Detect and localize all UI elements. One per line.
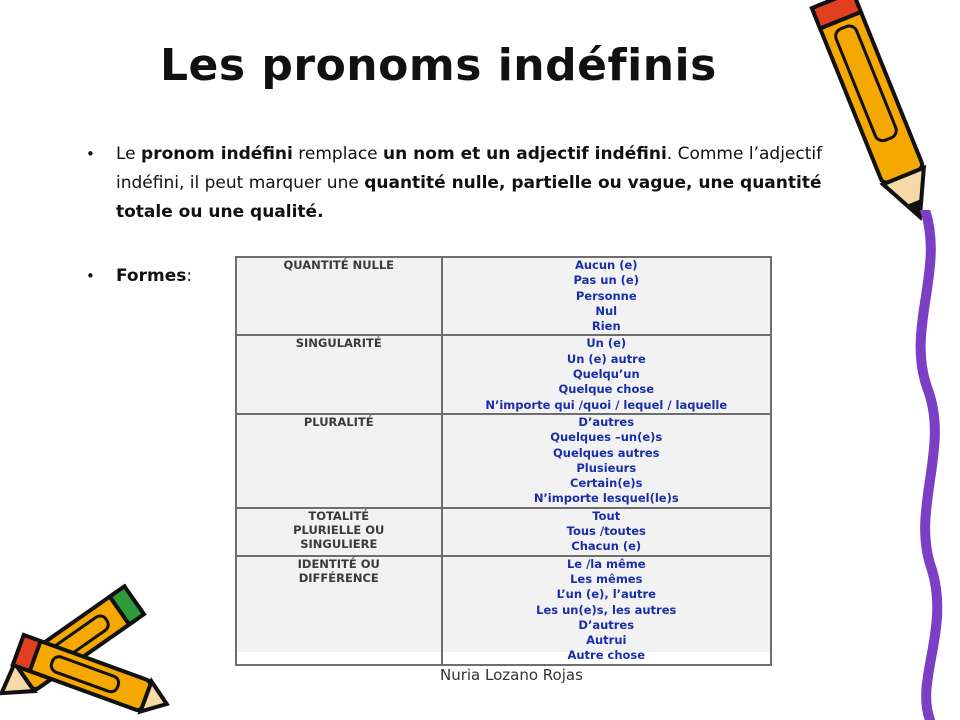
intro-bullet [86, 140, 866, 232]
pronoun-value: Rien [591, 319, 621, 334]
pronoun-value: Un (e) autre [566, 351, 646, 366]
table-row [236, 556, 771, 665]
values-cell [442, 257, 771, 335]
bullet-dot-icon: • [86, 145, 95, 163]
values-cell [442, 414, 771, 508]
pronoun-value: Quelque chose [558, 382, 654, 397]
pronoun-value: Certain(e)s [570, 476, 643, 491]
author-footer: Nuria Lozano Rojas [440, 666, 583, 684]
category-cell [236, 508, 442, 556]
pronoun-value: Un (e) [586, 336, 627, 351]
category-label: SINGULARITÉ [295, 336, 382, 351]
pencils-icon [0, 575, 170, 720]
category-label: PLURALITÉ [303, 414, 374, 429]
intro-text-part: remplace [292, 144, 384, 164]
intro-text-part: Le [116, 144, 142, 164]
intro-text-part: . [317, 202, 324, 222]
forms-table [235, 256, 772, 663]
pronoun-value: N’importe lesquel(le)s [533, 491, 679, 506]
pronoun-value: L’un (e), l’autre [556, 587, 656, 602]
category-cell [236, 335, 442, 413]
category-cell [236, 257, 442, 335]
values-cell [442, 335, 771, 413]
table-row [236, 257, 771, 335]
table-row [236, 508, 771, 556]
category-label: SINGULIERE [300, 536, 378, 551]
category-label: QUANTITÉ NULLE [283, 258, 395, 272]
category-label: TOTALITÉ [308, 508, 370, 523]
forms-label: Formes: [116, 266, 193, 286]
intro-text-part: . Comme l’adjectif indéfini, il peut marquer une [116, 144, 823, 193]
bullet-dot-icon: • [86, 267, 95, 285]
category-cell [236, 414, 442, 508]
pronoun-value: Chacun (e) [571, 539, 642, 554]
pronoun-value: N’importe qui /quoi / lequel / laquelle [485, 397, 728, 412]
forms-bullet [86, 262, 246, 292]
pronoun-value: D’autres [578, 414, 635, 429]
pronoun-value: Nul [595, 303, 618, 318]
category-label: PLURIELLE OU [293, 522, 385, 537]
pronoun-value: Le /la même [566, 556, 646, 571]
category-cell [236, 556, 442, 665]
values-cell [442, 508, 771, 556]
pronoun-value: Quelqu’un [572, 367, 640, 382]
pronoun-value: D’autres [578, 617, 635, 632]
pronoun-value: Aucun (e) [574, 258, 638, 272]
pronoun-value: Tous /toutes [566, 524, 646, 539]
slide-title: Les pronoms indéfinis [160, 40, 717, 91]
pronoun-value: Tout [592, 508, 621, 523]
values-cell [442, 556, 771, 665]
table-row [236, 335, 771, 413]
pronoun-value: Pas un (e) [573, 273, 639, 288]
pronoun-value: Quelques –un(e)s [550, 430, 663, 445]
category-label: DIFFÉRENCE [298, 570, 379, 585]
intro-emphasis: quantité nulle, partielle ou vague, une quantité totale ou une qualité [116, 173, 822, 222]
pronoun-value: Autrui [586, 633, 627, 648]
pronoun-value: Quelques autres [552, 445, 660, 460]
pronoun-value: Les un(e)s, les autres [536, 602, 677, 617]
pronoun-value: Autre chose [567, 648, 646, 663]
intro-emphasis: un nom et un adjectif indéfini [383, 144, 667, 164]
category-label: IDENTITÉ OU [297, 556, 380, 571]
table-row [236, 414, 771, 508]
decorative-stripe-icon [890, 210, 960, 720]
intro-text [116, 140, 866, 227]
pronoun-value: Personne [575, 288, 637, 303]
pronoun-value: Les mêmes [570, 571, 643, 586]
pronoun-value: Plusieurs [576, 460, 637, 475]
intro-emphasis: pronom indéfini [141, 144, 293, 164]
